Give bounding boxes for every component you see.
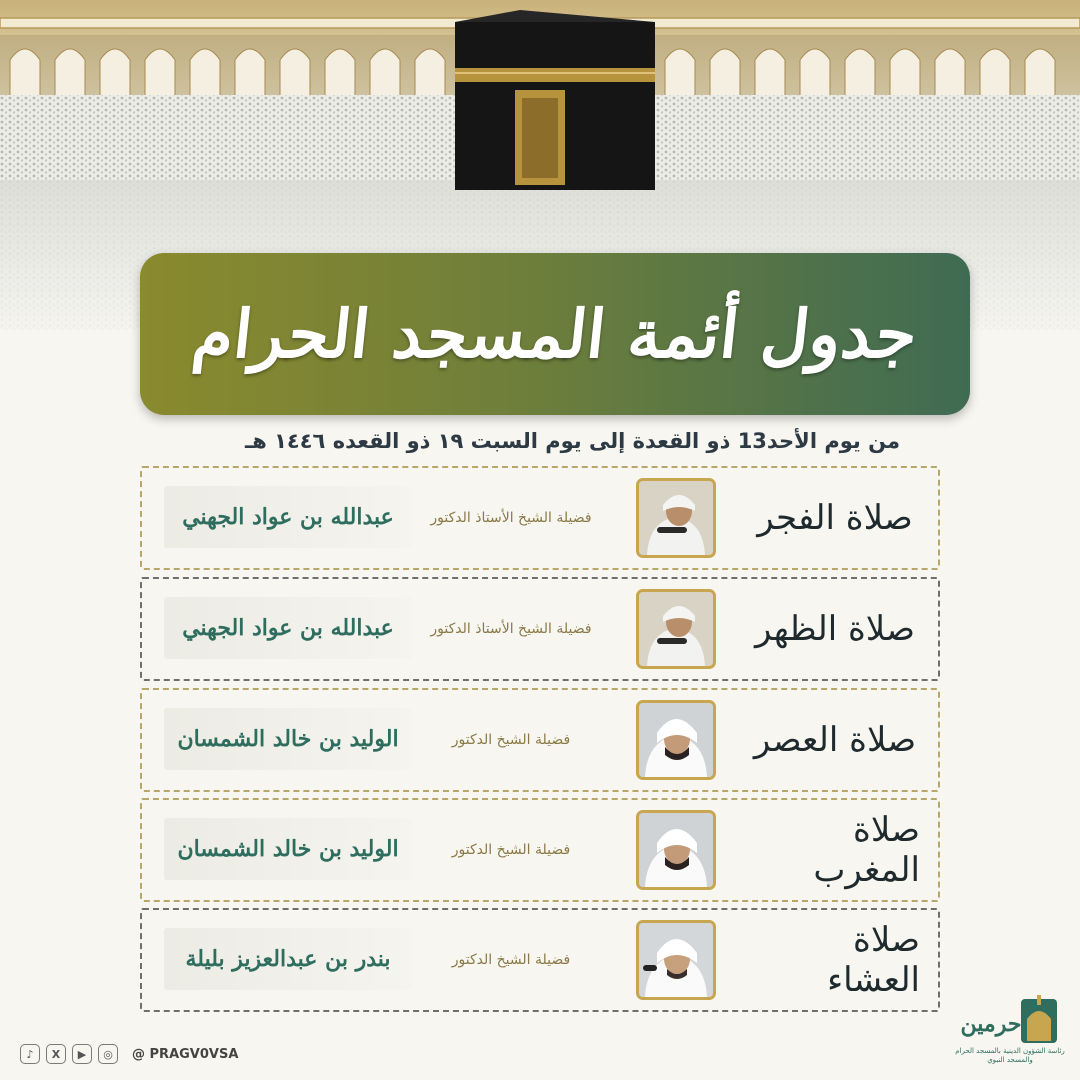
tiktok-icon[interactable]: ♪ [20, 1044, 40, 1064]
imam-portrait-icon [639, 481, 713, 555]
imam-photo [636, 589, 716, 669]
youtube-icon[interactable]: ▶ [72, 1044, 92, 1064]
social-links [20, 1042, 238, 1066]
prayer-name: صلاة الفجر [757, 498, 913, 538]
imam-portrait-icon [639, 592, 713, 666]
prayer-name: صلاة العشاء [827, 920, 920, 1000]
imam-name: بندر بن عبدالعزيز بليلة [164, 928, 412, 990]
imam-name: الوليد بن خالد الشمسان [164, 818, 412, 880]
imam-name: عبدالله بن عواد الجهني [164, 597, 412, 659]
x-icon[interactable]: X [46, 1044, 66, 1064]
social-handle[interactable]: @ PRAGV0VSA [132, 1046, 239, 1062]
schedule-row-asr [140, 688, 940, 792]
schedule-row-dhuhr [140, 577, 940, 681]
logo-subtitle: رئاسة الشؤون الدينية بالمسجد الحرام والمسجد النبوي [955, 1047, 1065, 1064]
title-banner [140, 253, 970, 415]
imam-portrait-icon [639, 923, 713, 997]
prayer-name: صلاة المغرب [813, 810, 920, 890]
schedule-row-maghrib [140, 798, 940, 902]
imam-title: فضيلة الشيخ الدكتور [451, 952, 571, 968]
imam-photo [636, 810, 716, 890]
imam-title: فضيلة الشيخ الدكتور [451, 732, 571, 748]
prayer-name: صلاة العصر [753, 720, 917, 760]
imam-portrait-icon [639, 703, 713, 777]
imam-title: فضيلة الشيخ الأستاذ الدكتور [430, 621, 592, 637]
imam-photo [636, 920, 716, 1000]
imam-name: الوليد بن خالد الشمسان [164, 708, 412, 770]
imam-title: فضيلة الشيخ الأستاذ الدكتور [430, 510, 592, 526]
imam-photo [636, 700, 716, 780]
imam-portrait-icon [639, 813, 713, 887]
haramain-logo [955, 995, 1065, 1075]
instagram-icon[interactable]: ◎ [98, 1044, 118, 1064]
prayer-name: صلاة الظهر [755, 609, 915, 649]
imam-photo [636, 478, 716, 558]
mosque-logo-icon [955, 995, 1065, 1047]
schedule-row-isha [140, 908, 940, 1012]
schedule-row-fajr [140, 466, 940, 570]
logo-text: حرمين [960, 1011, 1022, 1037]
date-range: من يوم الأحد13 ذو القعدة إلى يوم السبت ١٩ ذو القعده ١٤٤٦ هـ [245, 429, 900, 453]
imam-name: عبدالله بن عواد الجهني [164, 486, 412, 548]
imam-title: فضيلة الشيخ الدكتور [451, 842, 571, 858]
page-title: جدول أئمة المسجد الحرام [188, 295, 922, 373]
kaaba-icon [455, 10, 655, 190]
